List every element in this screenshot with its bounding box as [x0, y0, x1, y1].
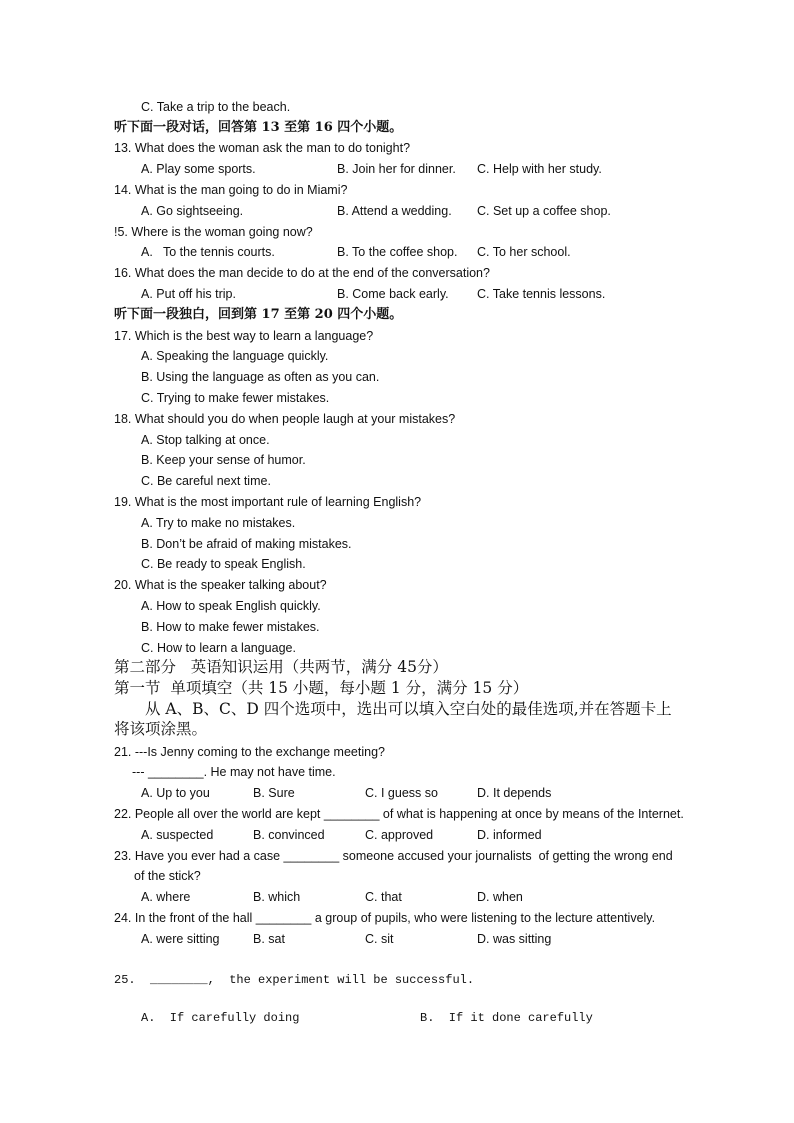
- q17-option-a: A. Speaking the language quickly.: [141, 349, 329, 363]
- question-21: 21. ---Is Jenny coming to the exchange meeting?: [114, 745, 385, 759]
- question-24: 24. In the front of the hall ________ a group of pupils, who were listening to the lecture attentively.: [114, 911, 656, 925]
- section-one-instruction-cont: 将该项涂黑。: [114, 720, 208, 738]
- q24-option-c: C. sit: [365, 932, 394, 946]
- q17-option-c: C. Trying to make fewer mistakes.: [141, 391, 330, 405]
- q21-option-c: C. I guess so: [365, 786, 438, 800]
- q16-option-a: A. Put off his trip.: [141, 287, 236, 301]
- q24-option-d: D. was sitting: [477, 932, 552, 946]
- q22-option-a: A. suspected: [141, 828, 214, 842]
- q25-option-b: B. If it done carefully: [420, 1011, 593, 1025]
- q23-option-d: D. when: [477, 890, 523, 904]
- q19-option-b: B. Don’t be afraid of making mistakes.: [141, 537, 352, 551]
- q15-option-a: A. To the tennis courts.: [141, 245, 275, 259]
- q12-option-c: C. Take a trip to the beach.: [141, 100, 291, 114]
- q13-option-a: A. Play some sports.: [141, 162, 256, 176]
- q23-option-a: A. where: [141, 890, 191, 904]
- q18-option-c: C. Be careful next time.: [141, 474, 271, 488]
- section-one-heading: 第一节 单项填空（共 15 小题，每小题 1 分，满分 15 分）: [114, 679, 529, 697]
- q15-option-b: B. To the coffee shop.: [337, 245, 458, 259]
- question-23-cont: of the stick?: [134, 869, 201, 883]
- section-instruction-17-20: 听下面一段独白，回到第 17 至第 20 四个小题。: [114, 307, 403, 322]
- q21-option-a: A. Up to you: [141, 786, 210, 800]
- q19-option-a: A. Try to make no mistakes.: [141, 516, 296, 530]
- section-one-instruction: 从 A、B、C、D 四个选项中，选出可以填入空白处的最佳选项,并在答题卡上: [145, 700, 672, 718]
- q22-option-b: B. convinced: [253, 828, 325, 842]
- q20-option-c: C. How to learn a language.: [141, 641, 296, 655]
- question-18: 18. What should you do when people laugh at your mistakes?: [114, 412, 456, 426]
- q22-option-c: C. approved: [365, 828, 434, 842]
- q16-option-c: C. Take tennis lessons.: [477, 287, 606, 301]
- q14-option-c: C. Set up a coffee shop.: [477, 204, 611, 218]
- question-13: 13. What does the woman ask the man to do tonight?: [114, 141, 411, 155]
- question-19: 19. What is the most important rule of learning English?: [114, 495, 422, 509]
- question-23: 23. Have you ever had a case ________ someone accused your journalists of getting the wrong end: [114, 849, 673, 863]
- q25-option-a: A. If carefully doing: [141, 1011, 300, 1025]
- q18-option-a: A. Stop talking at once.: [141, 433, 270, 447]
- q14-option-b: B. Attend a wedding.: [337, 204, 452, 218]
- q18-option-b: B. Keep your sense of humor.: [141, 453, 306, 467]
- q21-option-d: D. It depends: [477, 786, 552, 800]
- q16-option-b: B. Come back early.: [337, 287, 449, 301]
- q24-option-b: B. sat: [253, 932, 285, 946]
- q13-option-c: C. Help with her study.: [477, 162, 602, 176]
- q23-option-c: C. that: [365, 890, 402, 904]
- q22-option-d: D. informed: [477, 828, 542, 842]
- q21-option-b: B. Sure: [253, 786, 295, 800]
- question-17: 17. Which is the best way to learn a language?: [114, 329, 374, 343]
- question-21-reply: --- ________. He may not have time.: [132, 765, 336, 779]
- question-25: 25. ________, the experiment will be successful.: [114, 973, 475, 987]
- q17-option-b: B. Using the language as often as you can.: [141, 370, 380, 384]
- q20-option-b: B. How to make fewer mistakes.: [141, 620, 320, 634]
- q24-option-a: A. were sitting: [141, 932, 220, 946]
- q15-option-c: C. To her school.: [477, 245, 571, 259]
- q20-option-a: A. How to speak English quickly.: [141, 599, 321, 613]
- question-15: !5. Where is the woman going now?: [114, 225, 313, 239]
- question-20: 20. What is the speaker talking about?: [114, 578, 327, 592]
- q13-option-b: B. Join her for dinner.: [337, 162, 456, 176]
- section-instruction-13-16: 听下面一段对话，回答第 13 至第 16 四个小题。: [114, 120, 403, 135]
- part-two-heading: 第二部分 英语知识运用（共两节，满分 45分）: [114, 658, 448, 676]
- q14-option-a: A. Go sightseeing.: [141, 204, 244, 218]
- question-22: 22. People all over the world are kept ________ of what is happening at once by means of the Internet.: [114, 807, 684, 821]
- question-14: 14. What is the man going to do in Miami?: [114, 183, 348, 197]
- q23-option-b: B. which: [253, 890, 301, 904]
- q19-option-c: C. Be ready to speak English.: [141, 557, 306, 571]
- question-16: 16. What does the man decide to do at the end of the conversation?: [114, 266, 490, 280]
